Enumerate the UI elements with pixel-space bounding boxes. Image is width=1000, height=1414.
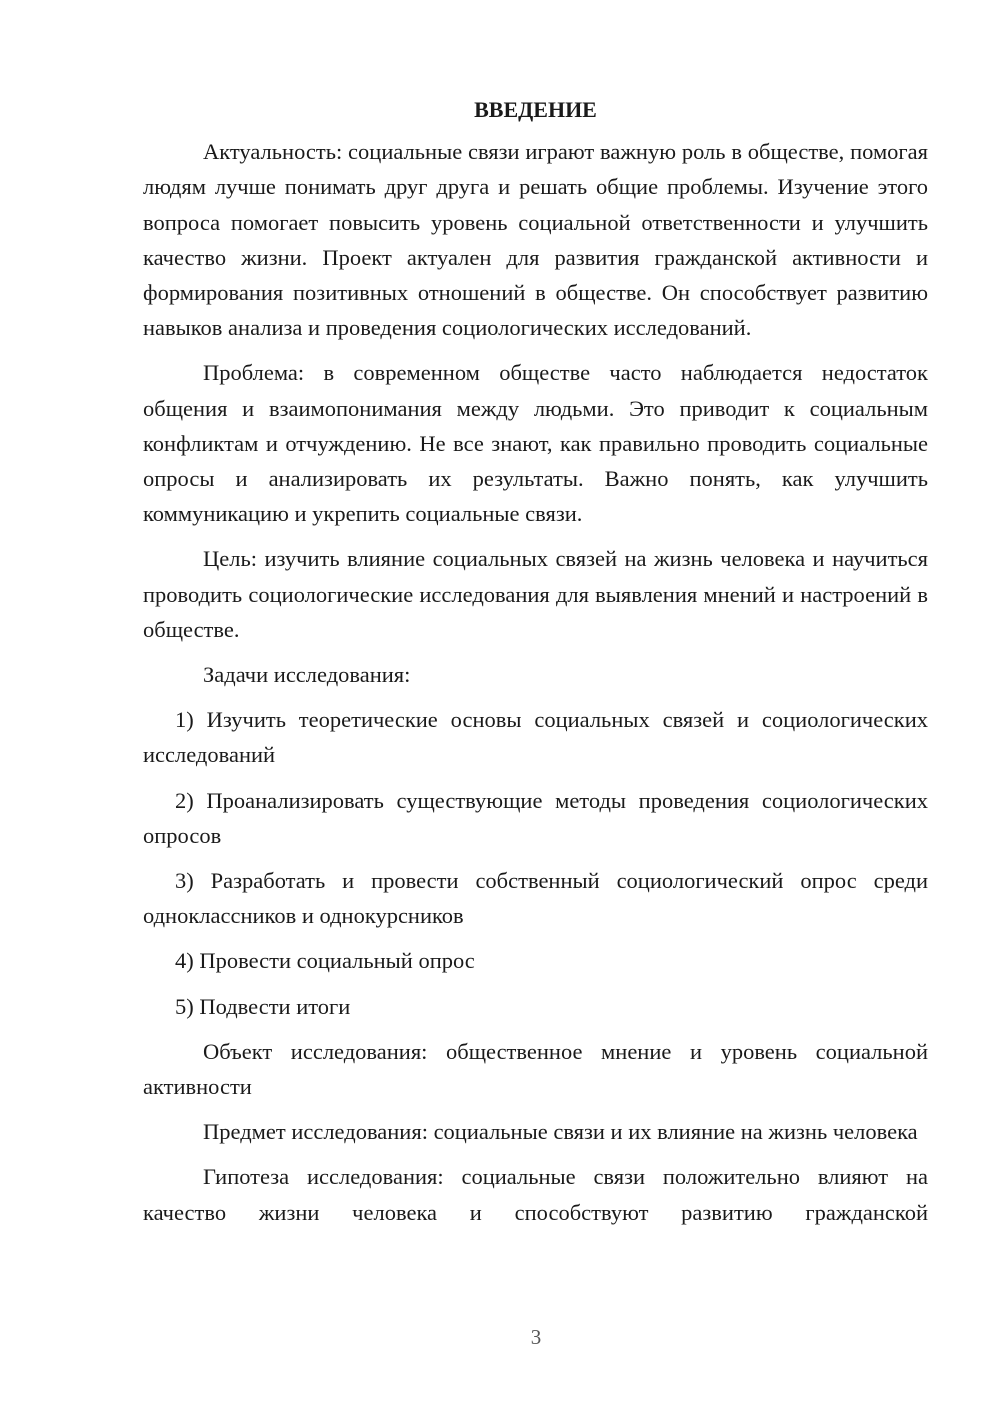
tasks-heading: Задачи исследования: <box>203 662 411 688</box>
object-paragraph: Объект исследования: общественное мнение и уровень социальной активности <box>143 1038 928 1100</box>
task-item: 2) Проанализировать существующие методы проведения социологических опросов <box>143 787 928 848</box>
subject-paragraph: Предмет исследования: социальные связи и их влияние на жизнь человека <box>203 1119 918 1145</box>
goal-paragraph: Цель: изучить влияние социальных связей на жизнь человека и научиться проводить социологические исследования для выявления мнений и настроений в обществе. <box>143 546 928 642</box>
section-title: ВВЕДЕНИЕ <box>474 97 597 122</box>
hypothesis-paragraph: Гипотеза исследования: социальные связи положительно влияют на качество жизни человека и способствуют развитию гражданской <box>143 1164 928 1225</box>
page-number: 3 <box>530 1325 542 1349</box>
task-item: 4) Провести социальный опрос <box>175 948 475 974</box>
task-item: 3) Разработать и провести собственный социологический опрос среди одноклассников и однокурсников <box>143 868 928 929</box>
problem-paragraph: Проблема: в современном обществе часто наблюдается недостаток общения и взаимопонимания между людьми. Это приводит к социальным конфликтам и отчуждению. Не все знают, как правильно проводить социальные опросы и анализировать их результаты. Важно понять, как улучшить коммуникацию и укрепить социальные связи. <box>143 360 928 527</box>
task-item: 5) Подвести итоги <box>175 993 351 1019</box>
relevance-paragraph: Актуальность: социальные связи играют важную роль в обществе, помогая людям лучше понимать друг друга и решать общие проблемы. Изучение этого вопроса помогает повысить уровень социальной ответственности и улучшить качество жизни. Проект актуален для развития гражданской активности и формирования позитивных отношений в обществе. Он способствует развитию навыков анализа и проведения социологических исследований. <box>143 139 928 341</box>
document-page <box>143 92 928 1240</box>
task-item: 1) Изучить теоретические основы социальных связей и социологических исследований <box>143 707 928 768</box>
